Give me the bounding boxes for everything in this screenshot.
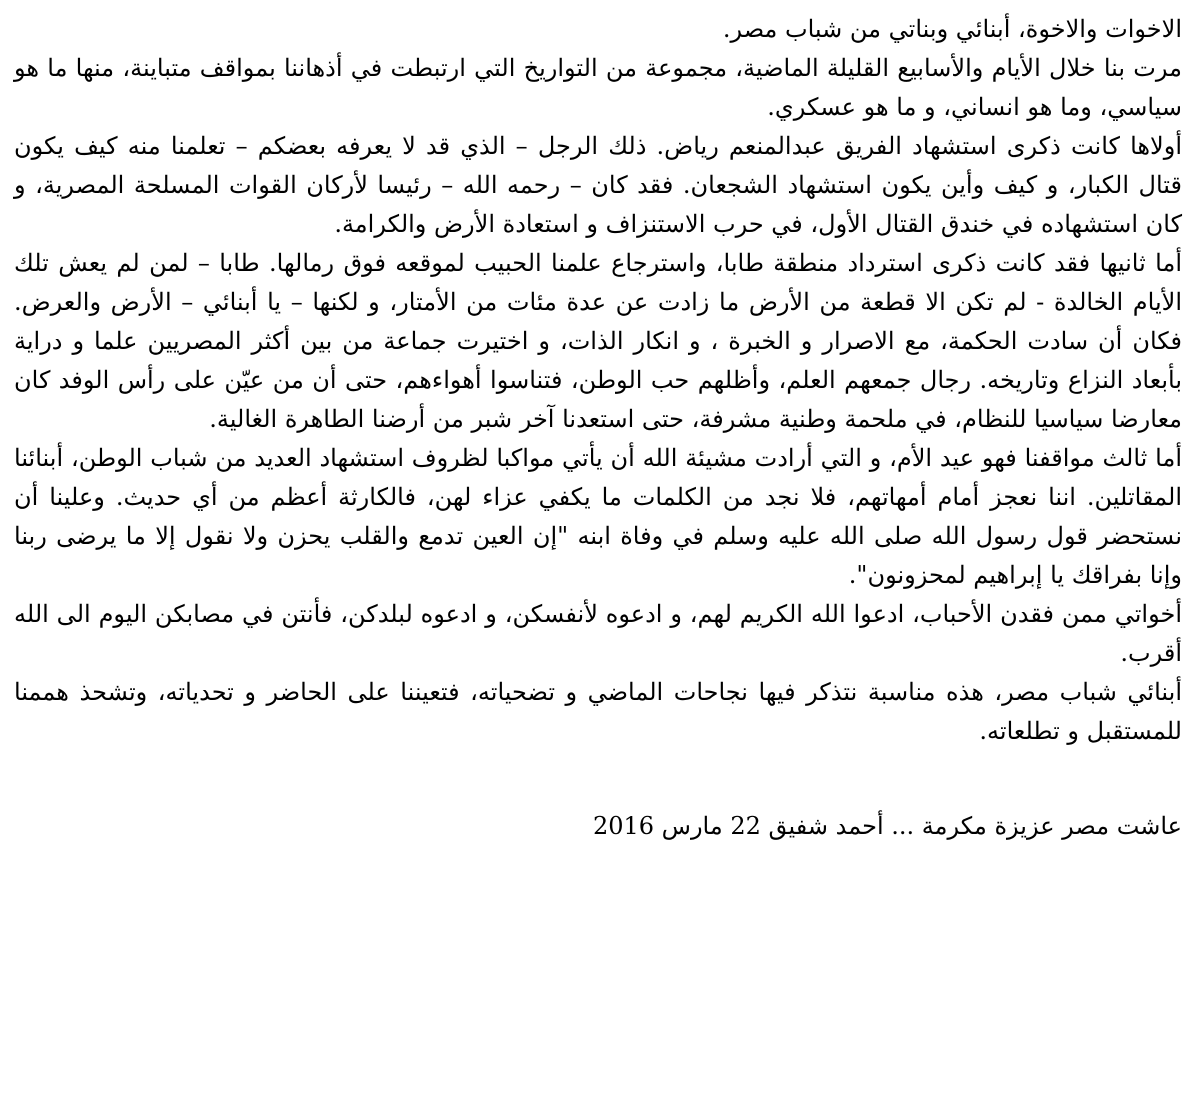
mothers-day-paragraph: أما ثالث مواقفنا فهو عيد الأم، و التي أرادت مشيئة الله أن يأتي مواكبا لظروف استشهاد العديد من شباب الوطن، أبنائنا المقاتلين. اننا نعجز أمام أمهاتهم، فلا نجد من الكلمات ما يكفي عزاء لهن، فالكارثة أعظم من أي حديث. وعلينا أن نستحضر قول رسول الله صلى الله عليه وسلم في وفاة ابنه "إن العين تدمع والقلب يحزن ولا نقول إلا ما يرضى ربنا وإنا بفراقك يا إبراهيم لمحزونون".: [14, 444, 1182, 589]
document-body: [14, 10, 1182, 846]
spacer: [14, 751, 1182, 807]
intro-paragraph: مرت بنا خلال الأيام والأسابيع القليلة الماضية، مجموعة من التواريخ التي ارتبطت في أذهاننا بمواقف متباينة، منها ما هو سياسي، وما هو انساني، و ما هو عسكري.: [14, 54, 1182, 121]
signature-line: عاشت مصر عزيزة مكرمة ... أحمد شفيق 22 مارس 2016: [592, 812, 1182, 840]
riad-paragraph: أولاها كانت ذكرى استشهاد الفريق عبدالمنعم رياض. ذلك الرجل – الذي قد لا يعرفه بعضكم – تعلمنا منه كيف يكون قتال الكبار، و كيف وأين يكون استشهاد الشجعان. فقد كان – رحمه الله – رئيسا لأركان القوات المسلحة المصرية، و كان استشهاده في خندق القتال الأول، في حرب الاستنزاف و استعادة الأرض والكرامة.: [14, 132, 1182, 238]
youth-paragraph: أبنائي شباب مصر، هذه مناسبة نتذكر فيها نجاحات الماضي و تضحياته، فتعيننا على الحاضر و تحدياته، وتشحذ هممنا للمستقبل و تطلعاته.: [14, 678, 1182, 745]
greeting-paragraph: الاخوات والاخوة، أبنائي وبناتي من شباب مصر.: [722, 15, 1182, 43]
sisters-paragraph: أخواتي ممن فقدن الأحباب، ادعوا الله الكريم لهم، و ادعوه لأنفسكن، و ادعوه لبلدكن، فأنتن في مصابكن اليوم الى الله أقرب.: [14, 600, 1182, 667]
taba-paragraph: أما ثانيها فقد كانت ذكرى استرداد منطقة طابا، واسترجاع علمنا الحبيب لموقعه فوق رمالها. طابا – لمن لم يعش تلك الأيام الخالدة - لم تكن الا قطعة من الأرض ما زادت عن عدة مئات من الأمتار، و لكنها – يا أبنائي – الأرض والعرض. فكان أن سادت الحكمة، مع الاصرار و الخبرة ، و انكار الذات، و اختيرت جماعة من بين أكثر المصريين علما و دراية بأبعاد النزاع وتاريخه. رجال جمعهم العلم، وأظلهم حب الوطن، فتناسوا أهواءهم، حتى أن من عيّن على رأس الوفد كان معارضا سياسيا للنظام، في ملحمة وطنية مشرفة، حتى استعدنا آخر شبر من أرضنا الطاهرة الغالية.: [14, 249, 1182, 433]
